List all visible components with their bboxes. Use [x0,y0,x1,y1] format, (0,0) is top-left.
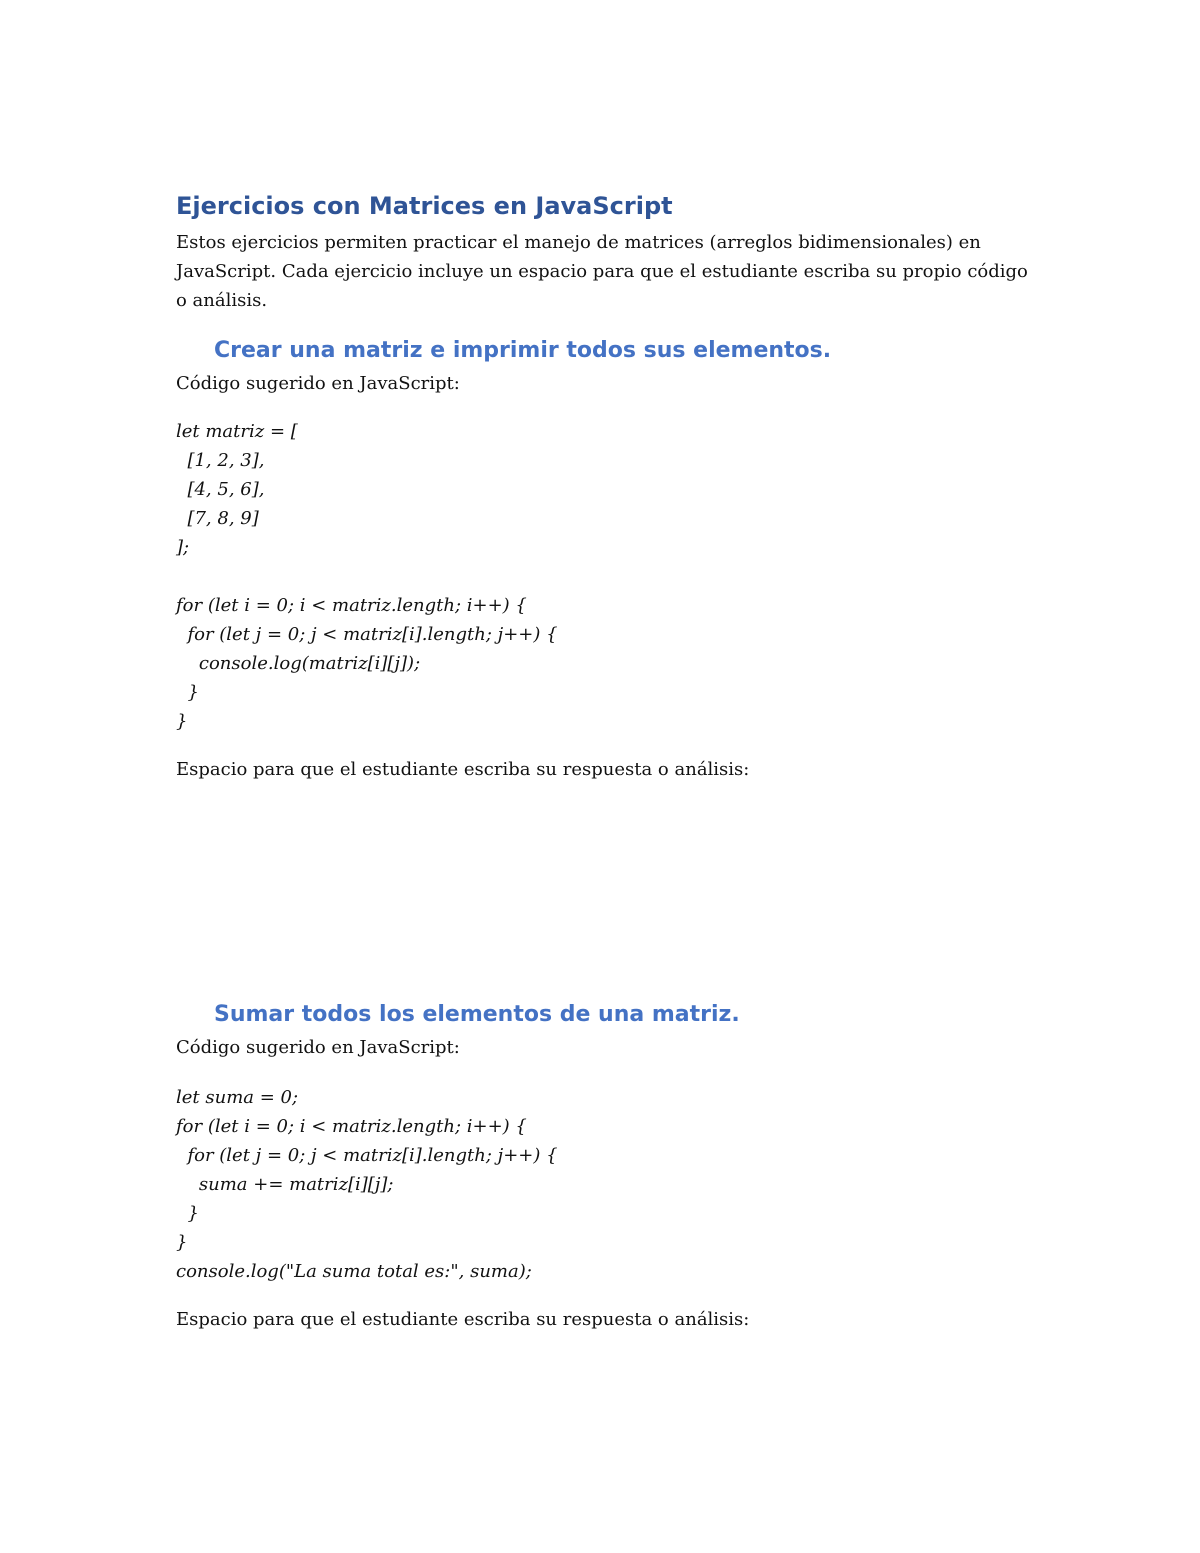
exercise-1-heading: Crear una matriz e imprimir todos sus elementos. [214,338,832,363]
exercise-1-code-block: let matriz = [ [1, 2, 3], [4, 5, 6], [7, 8, 9] ]; for (let i = 0; i < matriz.length; i++) { for (let j = 0; j < matriz[i].length; j++) { console.log(matriz[i][j]); } } [176,421,558,732]
exercise-2-answer-label: Espacio para que el estudiante escriba su respuesta o análisis: [176,1309,750,1330]
exercise-2-code-block: let suma = 0; for (let i = 0; i < matriz.length; i++) { for (let j = 0; j < matriz[i].length; j++) { suma += matriz[i][j]; } } console.log("La suma total es:", suma); [176,1087,558,1282]
exercise-2-answer-space[interactable] [176,1340,1036,1520]
exercise-1-code-label: Código sugerido en JavaScript: [176,373,460,394]
document-title: Ejercicios con Matrices en JavaScript [176,192,673,220]
exercise-2-code-label: Código sugerido en JavaScript: [176,1037,460,1058]
intro-paragraph: Estos ejercicios permiten practicar el manejo de matrices (arreglos bidimensionales) en JavaScript. Cada ejercicio incluye un espacio para que el estudiante escriba su propio código o análisis. [176,232,1028,311]
exercise-1-answer-label: Espacio para que el estudiante escriba su respuesta o análisis: [176,759,750,780]
exercise-2-heading: Sumar todos los elementos de una matriz. [214,1002,740,1027]
exercise-1-answer-space[interactable] [176,790,1036,990]
